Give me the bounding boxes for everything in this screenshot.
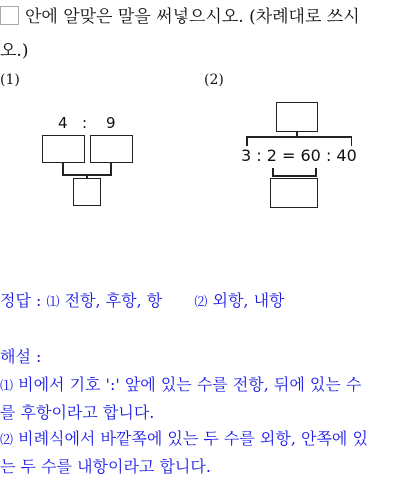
question-text-1: 안에 알맞은 말을 써넣으시오. (차례대로 쓰시 [25, 7, 360, 27]
question-text-2: 오.) [0, 41, 29, 61]
top-bracket-bar [246, 136, 352, 138]
explanation-line-3: 비례식에서 바깥쪽에 있는 두 수를 외항, 안쪽에 있 [18, 429, 368, 448]
explanation-line-4: 는 두 수를 내항이라고 합니다. [0, 457, 211, 476]
explanation-2-number: ⑵ [0, 433, 14, 448]
answer-2-text: 외항, 내항 [212, 291, 285, 310]
answer-heading: 정답 : [0, 291, 42, 310]
blank-box-icon [0, 6, 19, 25]
top-bracket-right-leg [351, 136, 353, 146]
answer-box-outer[interactable] [276, 102, 318, 132]
answer-2-number: ⑵ [194, 295, 208, 310]
explanation-heading: 해설 : [0, 347, 42, 366]
proportion-expression: 3 : 2 = 60 : 40 [241, 146, 357, 165]
explanation-line-1: 비에서 기호 ':' 앞에 있는 수를 전항, 뒤에 있는 수 [18, 375, 362, 394]
explanation-1-number: ⑴ [0, 379, 14, 394]
proportion-figure-2 [238, 102, 368, 214]
top-bracket-left-leg [246, 136, 248, 146]
explanation-block [0, 344, 400, 480]
bottom-bracket-bar [272, 175, 317, 177]
answer-1-text: 전항, 후항, 항 [64, 291, 163, 310]
problem-1-label: (1) [0, 72, 20, 88]
question-line-1 [0, 6, 360, 28]
answer-box-term[interactable] [73, 178, 101, 206]
answer-1-number: ⑴ [46, 295, 60, 310]
problem-2-label: (2) [204, 72, 224, 88]
ratio-left-term: 4 [58, 114, 68, 132]
answer-box-front[interactable] [42, 135, 85, 163]
answer-box-inner[interactable] [270, 178, 318, 208]
ratio-right-term: 9 [106, 114, 116, 132]
explanation-line-2: 를 후항이라고 합니다. [0, 403, 155, 422]
ratio-colon: : [82, 114, 88, 132]
answer-box-back[interactable] [90, 135, 133, 163]
ratio-figure-1 [40, 112, 140, 212]
answer-line [0, 290, 285, 314]
